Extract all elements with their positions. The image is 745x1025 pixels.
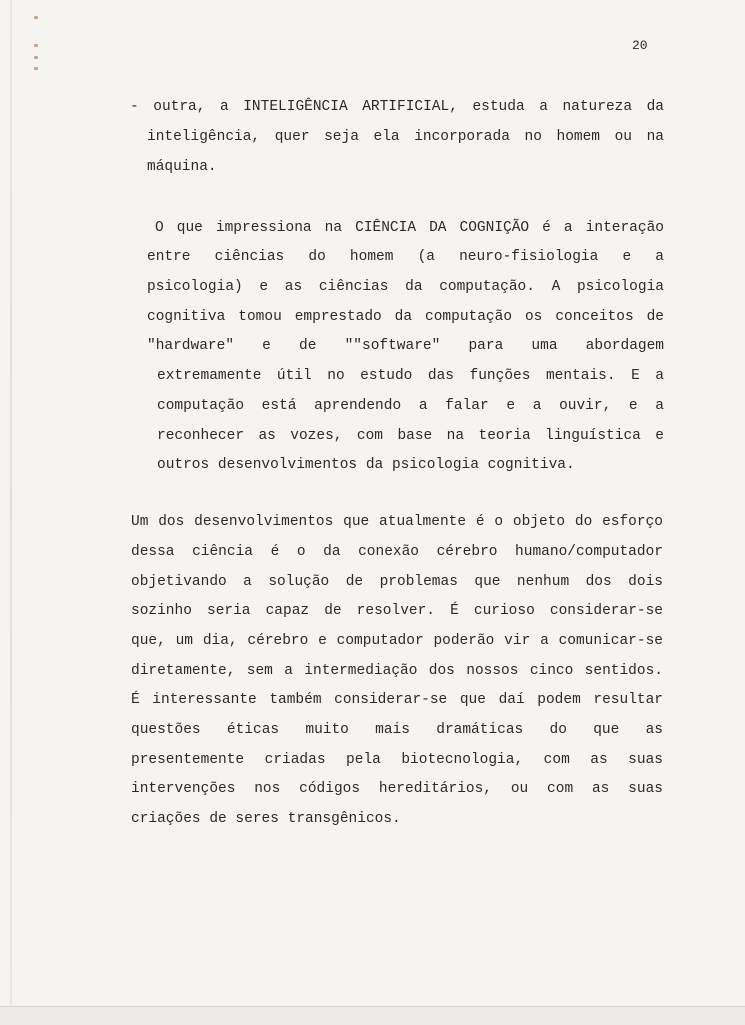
text-line: presentemente criadas pela biotecnologia, com as suas [131,752,663,768]
page-number: 20 [632,38,648,53]
binding-mark [34,56,38,59]
text-line: entre ciências do homem (a neuro-fisiologia e a [147,249,664,265]
text-line: intervenções nos códigos hereditários, ou com as suas [131,781,663,797]
binding-mark [34,67,38,70]
text-line: psicologia) e as ciências da computação. A psicologia [147,279,664,295]
scan-bottom-edge [0,1006,745,1025]
text-line: cognitiva tomou emprestado da computação os conceitos de [147,309,664,325]
text-line: questões éticas muito mais dramáticas do que as [131,722,663,738]
text-line: reconhecer as vozes, com base na teoria linguística e [157,428,664,444]
page-left-edge [10,0,12,1010]
text-line: que, um dia, cérebro e computador poderão vir a comunicar-se [131,633,663,649]
text-line: máquina. [147,159,217,175]
text-line: computação está aprendendo a falar e a ouvir, e a [157,398,664,414]
text-line: objetivando a solução de problemas que nenhum dos dois [131,574,663,590]
text-line: O que impressiona na CIÊNCIA DA COGNIÇÃO é a interação [155,220,664,236]
text-line: - outra, a INTELIGÊNCIA ARTIFICIAL, estuda a natureza da [130,99,664,115]
text-line: inteligência, quer seja ela incorporada no homem ou na [147,129,664,145]
text-line: diretamente, sem a intermediação dos nossos cinco sentidos. [131,663,663,679]
text-line: dessa ciência é o da conexão cérebro humano/computador [131,544,663,560]
binding-mark [34,16,38,19]
text-line: sozinho seria capaz de resolver. É curioso considerar-se [131,603,663,619]
binding-mark [34,44,38,47]
text-line: outros desenvolvimentos da psicologia cognitiva. [157,457,575,473]
text-line: extremamente útil no estudo das funções mentais. E a [157,368,664,384]
text-line: É interessante também considerar-se que daí podem resultar [131,692,663,708]
text-line: "hardware" e de ""software" para uma abordagem [147,338,664,354]
text-line: Um dos desenvolvimentos que atualmente é o objeto do esforço [131,514,663,530]
text-line: criações de seres transgênicos. [131,811,401,827]
